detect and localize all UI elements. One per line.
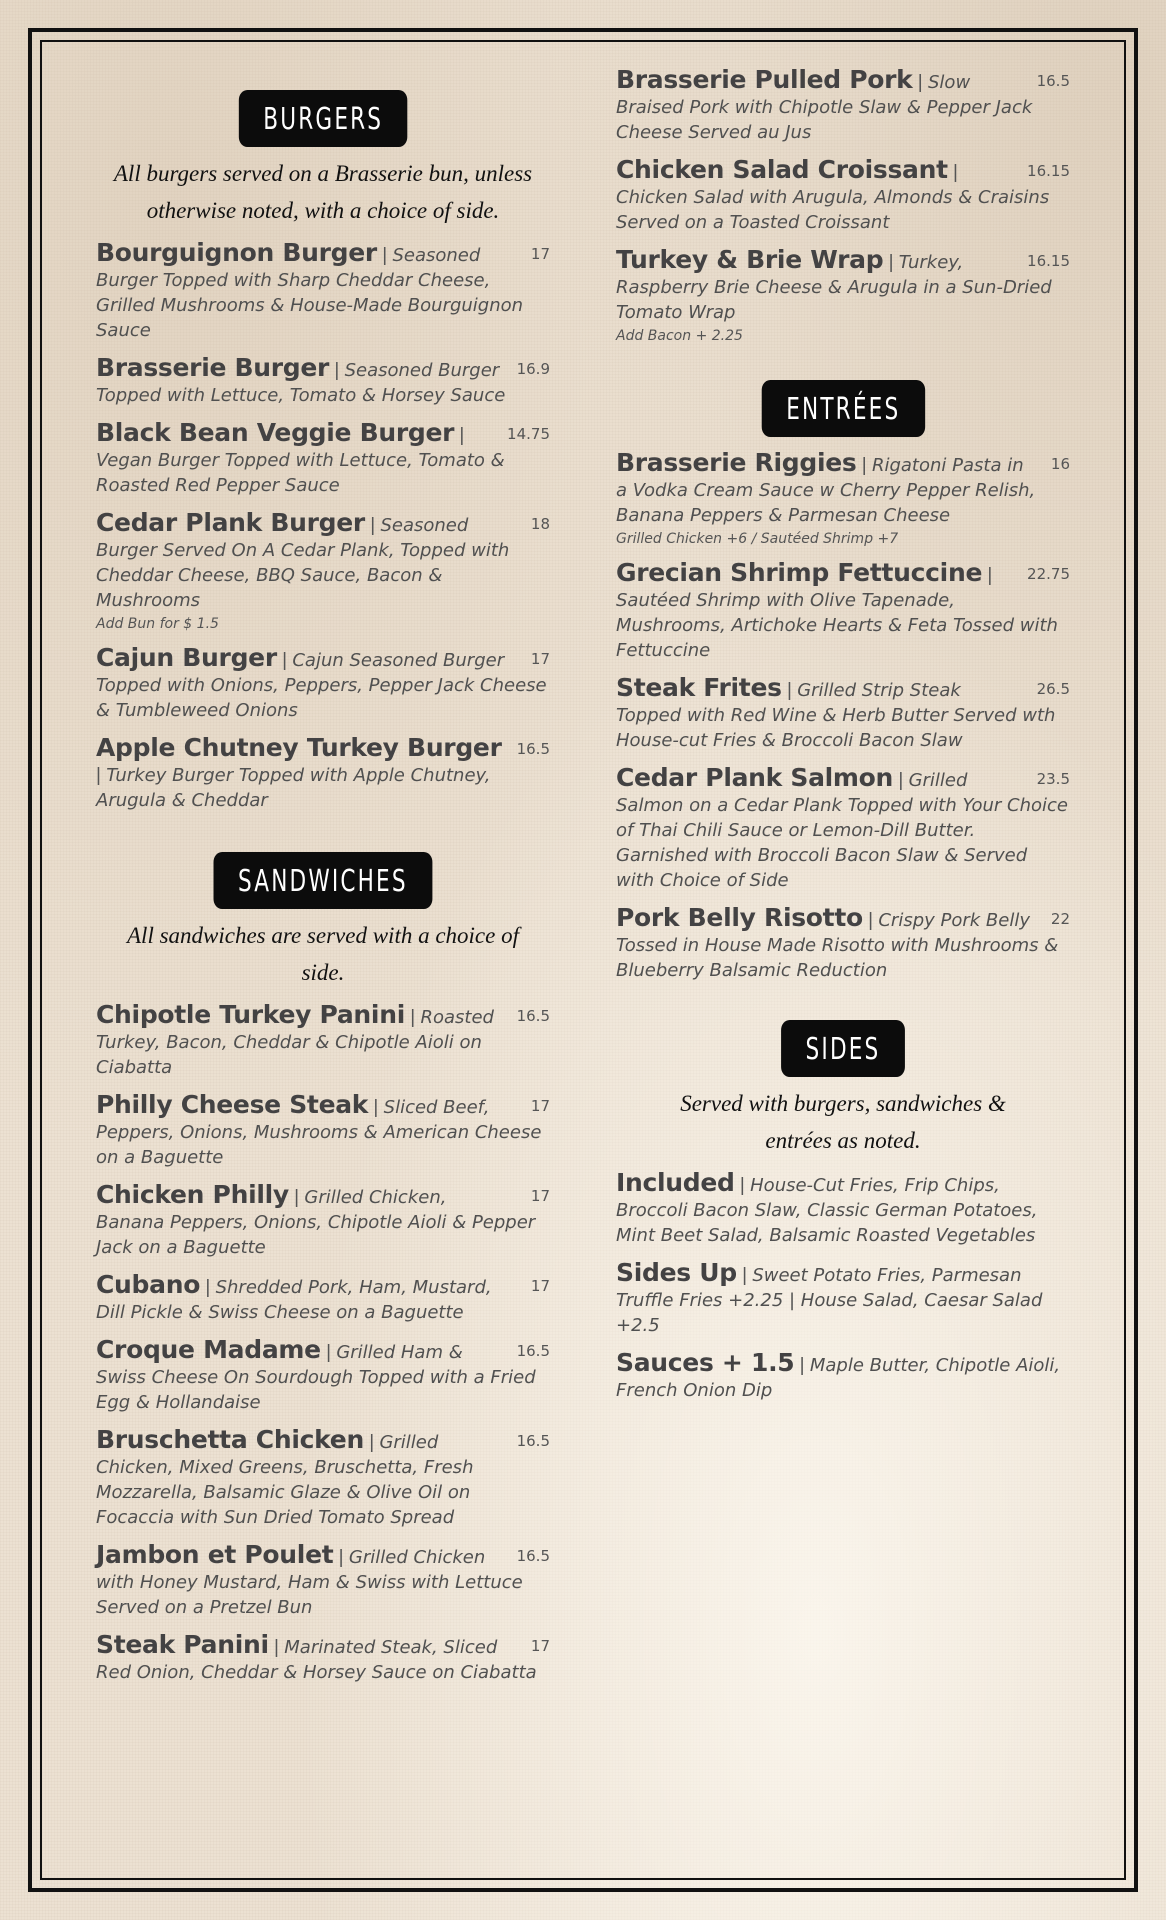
menu-item-name: Brasserie Riggies bbox=[616, 448, 857, 477]
menu-item-text bbox=[616, 245, 1070, 346]
menu-item-price: 22.75 bbox=[1027, 565, 1070, 583]
menu-item bbox=[616, 1348, 1070, 1404]
menu-item-text bbox=[96, 353, 550, 409]
menu-item bbox=[616, 155, 1070, 236]
menu-item-price: 16.5 bbox=[516, 1547, 550, 1565]
menu-item bbox=[96, 1000, 550, 1081]
menu-item-separator: | bbox=[363, 1432, 380, 1453]
menu-item-name: Grecian Shrimp Fettuccine bbox=[616, 558, 983, 587]
menu-item-price: 16.9 bbox=[516, 360, 550, 378]
sides-header bbox=[616, 1020, 1070, 1077]
menu-item bbox=[616, 1258, 1070, 1339]
menu-item-description: Seasoned Burger Served On A Cedar Plank, Topped with Cheddar Cheese, BBQ Sauce, Bacon & Mushrooms bbox=[96, 515, 510, 611]
menu-item bbox=[96, 1630, 550, 1686]
menu-item-name: Black Bean Veggie Burger bbox=[96, 418, 455, 447]
menu-item bbox=[616, 245, 1070, 346]
menu-item-separator: | bbox=[333, 1547, 349, 1568]
menu-item-text bbox=[96, 1090, 550, 1171]
menu-item-name: Cedar Plank Burger bbox=[96, 508, 365, 537]
menu-item-description: Grilled Chicken with Honey Mustard, Ham & Swiss with Lettuce Served on a Pretzel Bun bbox=[96, 1547, 523, 1618]
entrees-list bbox=[616, 448, 1070, 984]
menu-item-name: Steak Panini bbox=[96, 1630, 269, 1659]
menu-item-name: Included bbox=[616, 1168, 735, 1197]
menu-item-name: Cubano bbox=[96, 1270, 201, 1299]
menu-item-price: 16.15 bbox=[1027, 162, 1070, 180]
menu-item-description: Cajun Seasoned Burger Topped with Onions, Peppers, Pepper Jack Cheese & Tumbleweed Onions bbox=[96, 650, 547, 721]
menu-item-name: Pork Belly Risotto bbox=[616, 903, 863, 932]
menu-item bbox=[616, 558, 1070, 664]
menu-item bbox=[96, 418, 550, 499]
menu-item-price: 16.15 bbox=[1027, 252, 1070, 270]
menu-item-separator: | bbox=[794, 1355, 810, 1376]
menu-item-name: Philly Cheese Steak bbox=[96, 1090, 369, 1119]
menu-item-description: Shredded Pork, Ham, Mustard, Dill Pickle & Swiss Cheese on a Baguette bbox=[96, 1277, 492, 1323]
menu-item-name: Croque Madame bbox=[96, 1335, 321, 1364]
menu-item-description: Seasoned Burger Topped with Lettuce, Tomato & Horsey Sauce bbox=[96, 360, 506, 406]
menu-item-price: 17 bbox=[530, 1187, 550, 1205]
menu-item-name: Apple Chutney Turkey Burger bbox=[96, 733, 502, 762]
burgers-header bbox=[96, 90, 550, 147]
menu-item-description: Crispy Pork Belly Tossed in House Made Risotto with Mushrooms & Blueberry Balsamic Reduction bbox=[616, 910, 1059, 981]
menu-item-separator: | bbox=[376, 245, 393, 266]
menu-item-separator: | bbox=[781, 680, 798, 701]
menu-item-note: Grilled Chicken +6 / Sautéed Shrimp +7 bbox=[616, 531, 899, 547]
menu-item bbox=[96, 1540, 550, 1621]
menu-item-name: Brasserie Burger bbox=[96, 353, 330, 382]
menu-item-separator: | bbox=[982, 565, 993, 586]
menu-item-text bbox=[96, 508, 550, 634]
menu-item-text bbox=[616, 1348, 1070, 1404]
menu-item bbox=[616, 903, 1070, 984]
burgers-tagline: All burgers served on a Brasserie bun, unless otherwise noted, with a choice of side. bbox=[113, 161, 533, 223]
menu-item-description: Slow Braised Pork with Chipotle Slaw & Pepper Jack Cheese Served au Jus bbox=[616, 72, 1033, 143]
menu-item-description: Chicken Salad with Arugula, Almonds & Craisins Served on a Toasted Croissant bbox=[616, 187, 1050, 233]
menu-item-name: Sides Up bbox=[616, 1258, 737, 1287]
menu-item bbox=[616, 65, 1070, 146]
menu-item bbox=[616, 763, 1070, 894]
menu-item-price: 16.5 bbox=[516, 740, 550, 758]
menu-item-text bbox=[616, 1258, 1070, 1339]
menu-item-description: Turkey, Raspberry Brie Cheese & Arugula in a Sun-Dried Tomato Wrap bbox=[616, 252, 1052, 323]
sides-tagline: Served with burgers, sandwiches & entrées as noted. bbox=[680, 1091, 1006, 1153]
menu-item-description: Seasoned Burger Topped with Sharp Cheddar Cheese, Grilled Mushrooms & House-Made Bourguignon Sauce bbox=[96, 245, 524, 341]
menu-item bbox=[96, 238, 550, 344]
menu-item-description: Sweet Potato Fries, Parmesan Truffle Fries +2.25 | House Salad, Caesar Salad +2.5 bbox=[616, 1265, 1043, 1336]
menu-item-description: Roasted Turkey, Bacon, Cheddar & Chipotle Aioli on Ciabatta bbox=[96, 1007, 494, 1078]
sandwiches-list bbox=[96, 1000, 550, 1686]
menu-item bbox=[96, 1180, 550, 1261]
menu-item-price: 26.5 bbox=[1036, 680, 1070, 698]
menu-item-price: 18 bbox=[530, 515, 550, 533]
sandwiches-header bbox=[96, 852, 550, 909]
menu-item-price: 16.5 bbox=[516, 1342, 550, 1360]
section-banner: SANDWICHES bbox=[214, 852, 433, 909]
menu-item-description: Maple Butter, Chipotle Aioli, French Onion Dip bbox=[616, 1355, 1061, 1401]
menu-item-name: Chipotle Turkey Panini bbox=[96, 1000, 405, 1029]
menu-item-price: 16.5 bbox=[1036, 72, 1070, 90]
menu-item-text bbox=[616, 1168, 1070, 1249]
menu-item-text bbox=[616, 448, 1070, 549]
menu-item bbox=[96, 1335, 550, 1416]
menu-item-text bbox=[96, 1335, 550, 1416]
menu-item-text bbox=[616, 903, 1070, 984]
menu-item-price: 17 bbox=[530, 650, 550, 668]
menu-item-price: 17 bbox=[530, 245, 550, 263]
menu-item-price: 17 bbox=[530, 1277, 550, 1295]
menu-item bbox=[96, 643, 550, 724]
menu-item-text bbox=[96, 1425, 550, 1531]
menu-item-text bbox=[96, 643, 550, 724]
menu-item-name: Chicken Philly bbox=[96, 1180, 289, 1209]
section-banner: ENTRÉES bbox=[761, 380, 924, 437]
menu-item-separator: | bbox=[96, 765, 107, 786]
menu-item-separator: | bbox=[736, 1265, 753, 1286]
menu-item-name: Steak Frites bbox=[616, 673, 782, 702]
menu-item-separator: | bbox=[404, 1007, 421, 1028]
sandwiches-continued-list bbox=[616, 65, 1070, 346]
menu-item-separator: | bbox=[734, 1175, 751, 1196]
menu-item-text bbox=[96, 1540, 550, 1621]
left-column bbox=[96, 0, 550, 1698]
menu-item-description: Vegan Burger Topped with Lettuce, Tomato & Roasted Red Pepper Sauce bbox=[96, 450, 505, 496]
menu-item bbox=[616, 448, 1070, 549]
menu-item-name: Bourguignon Burger bbox=[96, 238, 377, 267]
menu-item bbox=[96, 1270, 550, 1326]
menu-item-description: Rigatoni Pasta in a Vodka Cream Sauce w Cherry Pepper Relish, Banana Peppers & Parmesan Cheese bbox=[616, 455, 1036, 526]
menu-item bbox=[96, 353, 550, 409]
menu-item-text bbox=[616, 155, 1070, 236]
menu-item-note: Add Bacon + 2.25 bbox=[616, 328, 743, 344]
sandwiches-tagline: All sandwiches are served with a choice of side. bbox=[127, 923, 519, 985]
menu-item-separator: | bbox=[862, 910, 879, 931]
menu-item-text bbox=[96, 1180, 550, 1261]
menu-item-description: Grilled Chicken, Banana Peppers, Onions, Chipotle Aioli & Pepper Jack on a Baguette bbox=[96, 1187, 536, 1258]
menu-item-description: Grilled Strip Steak Topped with Red Wine & Herb Butter Served wth House-cut Fries & Broccoli Bacon Slaw bbox=[616, 680, 1056, 751]
menu-item-price: 16.5 bbox=[516, 1432, 550, 1450]
menu-item-price: 23.5 bbox=[1036, 770, 1070, 788]
menu-item-text bbox=[616, 558, 1070, 664]
menu-item-text bbox=[96, 733, 550, 814]
menu-item-name: Chicken Salad Croissant bbox=[616, 155, 948, 184]
menu-item-text bbox=[616, 65, 1070, 146]
right-column bbox=[616, 0, 1070, 1416]
menu-item-description: Turkey Burger Topped with Apple Chutney, Arugula & Cheddar bbox=[96, 765, 491, 811]
entrees-header bbox=[616, 380, 1070, 437]
section-banner: SIDES bbox=[781, 1020, 905, 1077]
menu-item-name: Sauces + 1.5 bbox=[616, 1348, 795, 1377]
menu-item-text bbox=[96, 1000, 550, 1081]
menu-item-text bbox=[96, 1630, 550, 1686]
menu-item-separator: | bbox=[454, 425, 465, 446]
menu-item-price: 17 bbox=[530, 1637, 550, 1655]
menu-item-separator: | bbox=[883, 252, 899, 273]
menu-item-price: 22 bbox=[1050, 910, 1070, 928]
menu-item-separator: | bbox=[364, 515, 381, 536]
menu-item-text bbox=[616, 763, 1070, 894]
menu-item-separator: | bbox=[288, 1187, 305, 1208]
menu-item bbox=[96, 1425, 550, 1531]
menu-item-separator: | bbox=[856, 455, 872, 476]
menu-item-separator: | bbox=[893, 770, 909, 791]
menu-item bbox=[616, 1168, 1070, 1249]
menu-item-text bbox=[616, 673, 1070, 754]
menu-item-separator: | bbox=[329, 360, 345, 381]
menu-item-description: Grilled Ham & Swiss Cheese On Sourdough Topped with a Fried Egg & Hollandaise bbox=[96, 1342, 536, 1413]
menu-item-text bbox=[96, 1270, 550, 1326]
menu-item-description: Grilled Chicken, Mixed Greens, Bruschetta, Fresh Mozzarella, Balsamic Glaze & Olive Oil on Focaccia with Sun Dried Tomato Spread bbox=[96, 1432, 474, 1528]
burgers-list bbox=[96, 238, 550, 814]
menu-item-description: Sautéed Shrimp with Olive Tapenade, Mushrooms, Artichoke Hearts & Feta Tossed with Fettuccine bbox=[616, 590, 1058, 661]
menu-item bbox=[96, 733, 550, 814]
menu-item-separator: | bbox=[268, 1637, 285, 1658]
menu-item-separator: | bbox=[320, 1342, 337, 1363]
menu-item-price: 16 bbox=[1050, 455, 1070, 473]
menu-item bbox=[616, 673, 1070, 754]
menu-item-name: Cedar Plank Salmon bbox=[616, 763, 894, 792]
menu-item-separator: | bbox=[947, 162, 958, 183]
sides-list bbox=[616, 1168, 1070, 1404]
menu-item-price: 14.75 bbox=[507, 425, 550, 443]
menu-item-name: Jambon et Poulet bbox=[96, 1540, 334, 1569]
menu-item-separator: | bbox=[200, 1277, 216, 1298]
menu-item-separator: | bbox=[912, 72, 928, 93]
menu-item-price: 16.5 bbox=[516, 1007, 550, 1025]
menu-item bbox=[96, 1090, 550, 1171]
menu-item-price: 17 bbox=[530, 1097, 550, 1115]
menu-item-separator: | bbox=[276, 650, 293, 671]
menu-item-separator: | bbox=[368, 1097, 384, 1118]
menu-item-name: Brasserie Pulled Pork bbox=[616, 65, 913, 94]
menu-item bbox=[96, 508, 550, 634]
menu-item-description: Sliced Beef, Peppers, Onions, Mushrooms & American Cheese on a Baguette bbox=[96, 1097, 542, 1168]
menu-item-text bbox=[96, 238, 550, 344]
menu-item-name: Turkey & Brie Wrap bbox=[616, 245, 884, 274]
menu-item-name: Cajun Burger bbox=[96, 643, 277, 672]
menu-item-description: Grilled Salmon on a Cedar Plank Topped with Your Choice of Thai Chili Sauce or Lemon-Dill Butter. Garnished with Broccoli Bacon Slaw & Served with Choice of Side bbox=[616, 770, 1068, 891]
menu-item-description: House-Cut Fries, Frip Chips, Broccoli Bacon Slaw, Classic German Potatoes, Mint Beet Salad, Balsamic Roasted Vegetables bbox=[616, 1175, 1038, 1246]
menu-item-description: Marinated Steak, Sliced Red Onion, Cheddar & Horsey Sauce on Ciabatta bbox=[96, 1637, 537, 1683]
section-banner: BURGERS bbox=[239, 90, 408, 147]
menu-item-note: Add Bun for $ 1.5 bbox=[96, 616, 219, 632]
menu-item-text bbox=[96, 418, 550, 499]
menu-item-name: Bruschetta Chicken bbox=[96, 1425, 364, 1454]
